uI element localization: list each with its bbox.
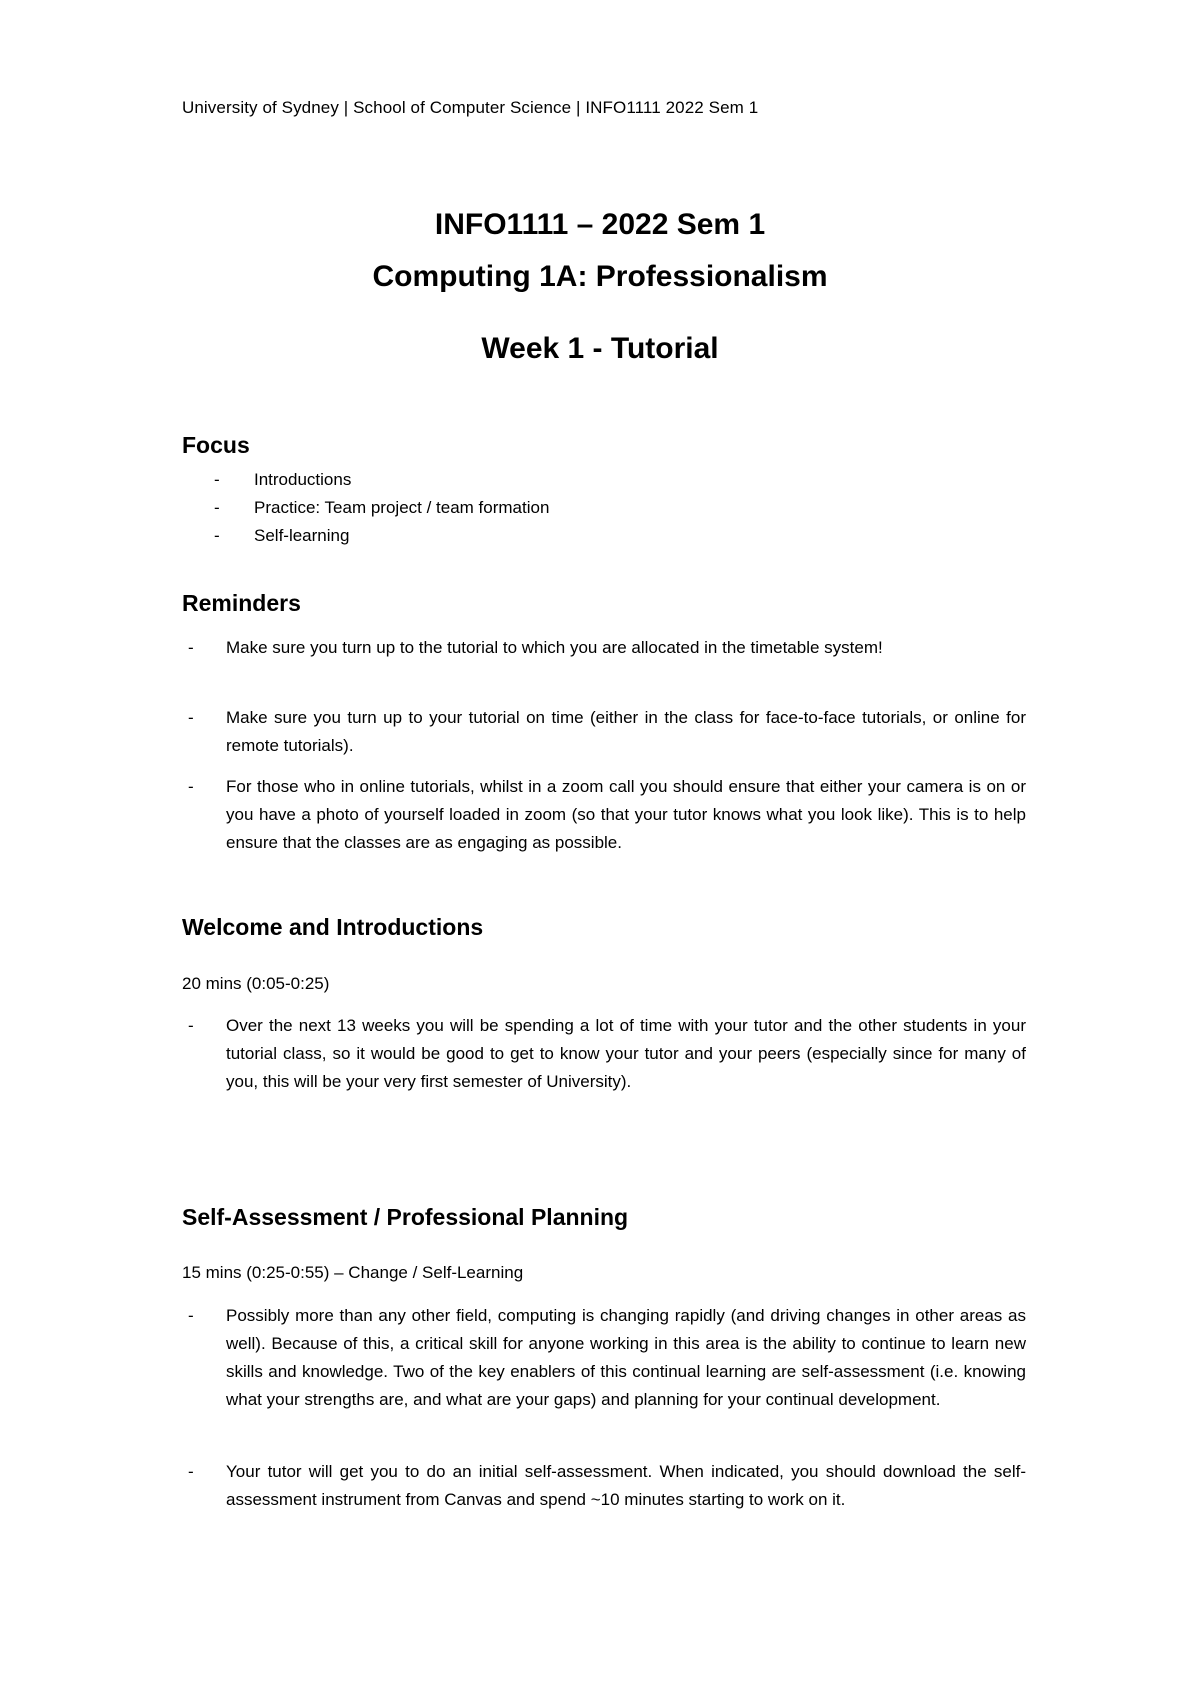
list-item	[188, 1012, 1026, 1096]
dash-bullet: -	[188, 708, 194, 727]
dash-bullet: -	[188, 1016, 194, 1035]
course-name-title: Computing 1A: Professionalism	[372, 260, 828, 293]
list-item	[188, 1458, 1026, 1514]
course-code-title: INFO1111 – 2022 Sem 1	[434, 208, 766, 241]
focus-item-text: Practice: Team project / team formation	[254, 498, 550, 517]
list-item	[188, 1302, 1026, 1414]
focus-list	[214, 466, 549, 550]
running-header: University of Sydney | School of Computer Science | INFO1111 2022 Sem 1	[182, 98, 759, 117]
self-assessment-time: 15 mins (0:25-0:55) – Change / Self-Learning	[182, 1263, 524, 1282]
dash-bullet: -	[188, 638, 194, 657]
focus-item-text: Introductions	[254, 470, 352, 489]
week-title: Week 1 - Tutorial	[481, 332, 719, 365]
welcome-time: 20 mins (0:05-0:25)	[182, 974, 330, 993]
dash-bullet: -	[214, 498, 220, 517]
dash-bullet: -	[188, 1462, 194, 1481]
list-item	[214, 522, 549, 550]
list-item	[188, 773, 1026, 857]
self-assessment-text: Your tutor will get you to do an initial self-assessment. When indicated, you should download the self-assessment instrument from Canvas and spend ~10 minutes starting to work on it.	[226, 1462, 1026, 1509]
self-assessment-heading: Self-Assessment / Professional Planning	[182, 1204, 629, 1230]
reminder-text: Make sure you turn up to your tutorial on time (either in the class for face-to-face tutorials, or online for remote tutorials).	[226, 708, 1026, 755]
welcome-heading: Welcome and Introductions	[182, 914, 484, 940]
welcome-text: Over the next 13 weeks you will be spending a lot of time with your tutor and the other students in your tutorial class, so it would be good to get to know your tutor and your peers (especially since for many of you, this will be your very first semester of University).	[226, 1016, 1026, 1091]
reminder-text: For those who in online tutorials, whilst in a zoom call you should ensure that either your camera is on or you have a photo of yourself loaded in zoom (so that your tutor knows what you look like). This is to help ensure that the classes are as engaging as possible.	[226, 777, 1026, 852]
focus-heading: Focus	[182, 432, 250, 458]
dash-bullet: -	[188, 777, 194, 796]
dash-bullet: -	[188, 1306, 194, 1325]
reminder-text: Make sure you turn up to the tutorial to which you are allocated in the timetable system!	[226, 638, 883, 657]
list-item	[188, 704, 1026, 760]
list-item	[214, 494, 549, 522]
reminders-heading: Reminders	[182, 590, 301, 616]
list-item	[188, 634, 1026, 662]
self-assessment-text: Possibly more than any other field, computing is changing rapidly (and driving changes in other areas as well). Because of this, a critical skill for anyone working in this area is the ability to continue to learn new skills and knowledge. Two of the key enablers of this continual learning are self-assessment (i.e. knowing what your strengths are, and what are your gaps) and planning for your continual development.	[226, 1306, 1026, 1409]
dash-bullet: -	[214, 526, 220, 545]
dash-bullet: -	[214, 470, 220, 489]
list-item	[214, 466, 549, 494]
focus-item-text: Self-learning	[254, 526, 350, 545]
